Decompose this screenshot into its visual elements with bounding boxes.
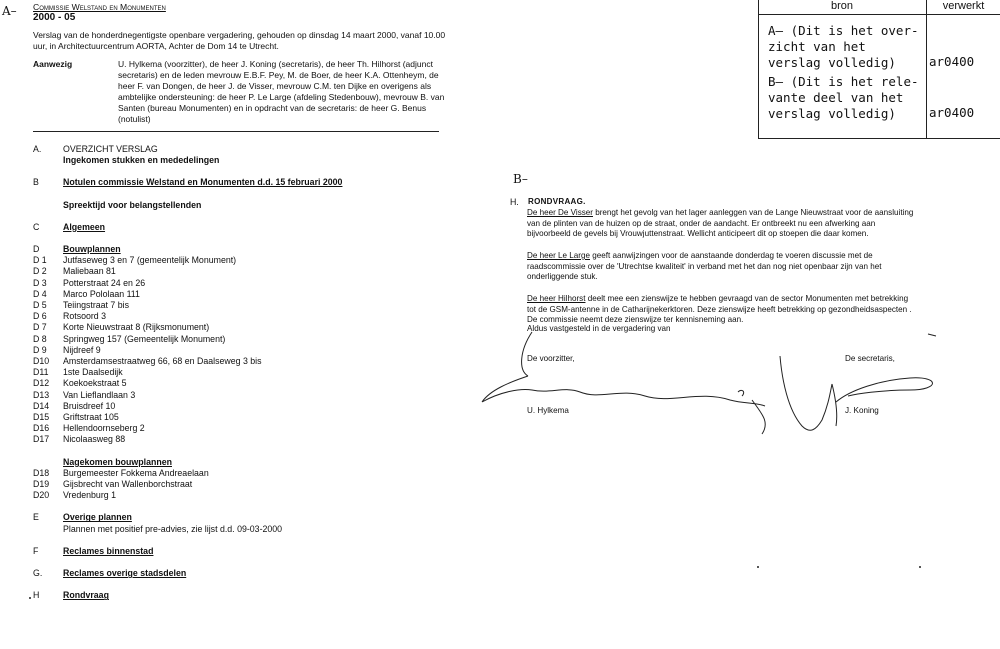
agenda-a-title: OVERZICHT VERSLAG [63,144,158,154]
rondvraag-label: H. [510,197,519,207]
bouwplan-item-address: Marco Pololaan 111 [63,288,140,299]
signatures [470,330,970,450]
bouwplan-item-address: Potterstraat 24 en 26 [63,277,146,288]
intro-text: Verslag van de honderdnegentigste openbare vergadering, gehouden op dinsdag 14 maart 2000, vanaf 10.00 uur, in Architectuurcentrum AORTA, Achter de Dom 14 te Utrecht. [33,30,446,51]
spacer [33,457,63,468]
nagekomen-title: Nagekomen bouwplannen [63,456,172,467]
section-b-marker: B– [513,172,528,186]
paragraph-text: brengt het gevolg van het lager aanleggen van de Lange Nieuwstraat voor de aansluiting van de plinten van de huizen op de straat, onder de aandacht. Er ontbreekt nu een afwerking aan bijvoorbeeld de gevels bij Vrouwjuttenstraat. Wellicht anticipeert dit op stoepen die daar komen. [527,208,914,239]
spacer [33,524,63,535]
bouwplan-item-address: Nijdreef 9 [63,344,101,355]
bouwplan-item-number: D 1 [33,255,47,266]
aanwezig-label: Aanwezig [33,59,73,69]
chair-name: U. Hylkema [527,406,569,415]
agenda-d [33,244,473,255]
agenda-g-title: Reclames overige stadsdelen [63,568,187,579]
bouwplan-item-number: D 6 [33,311,47,322]
secretary-signature [780,334,936,430]
table-border-mid [926,14,927,138]
bouwplan-item [33,367,473,378]
table-cell-b: B– (Dit is het rele- vante deel van het verslag volledig) [768,74,919,121]
table-border-bottom [758,138,1000,139]
bouwplan-item [33,334,473,345]
paragraph-de-visser [527,208,919,240]
agenda-e [33,512,473,523]
table-cell-a: A– (Dit is het over- zicht van het verslag volledig) [768,23,919,70]
agenda-d-title: Bouwplannen [63,244,121,255]
agenda-e-title: Overige plannen [63,512,132,523]
bouwplan-item [33,278,473,289]
agenda-b [33,177,473,188]
bouwplan-item-number: D 8 [33,333,47,344]
agenda-list [33,144,473,602]
committee-title: Commissie Welstand en Monumenten [33,2,166,12]
bouwplan-item-address: Jutfaseweg 3 en 7 (gemeentelijk Monument) [63,255,237,266]
bouwplan-item-address: Amsterdamsestraatweg 66, 68 en Daalseweg 3 bis [63,356,262,367]
aanwezig-text: U. Hylkema (voorzitter), de heer J. Koning (secretaris), de heer Th. Hilhorst (adjunct secretaris) en de leden mevrouw E.B.F. Pey, M. de Boer, de heer K.A. Ottenheym, de heer F. van Dongen, de heer J. de Visser, mevrouw C.M. ten Dijke en overigens als ambtelijke ondersteuning: de heer P. Le Large (afdeling Stedenbouw), mevrouw B. van Santen (bureau Monumenten) en in opdracht van de secretaris: de heer G. Benus (notulist) [118,59,445,124]
table-header-verwerkt: verwerkt [927,0,1000,15]
bouwplan-item-number: D10 [33,356,50,367]
closing-statement: Aldus vastgesteld in de vergadering van [527,324,671,333]
bouwplan-item-address: 1ste Daalsedijk [63,367,123,378]
bouwplan-item [33,412,473,423]
secretary-name: J. Koning [845,406,879,415]
bouwplan-item [33,289,473,300]
bouwplan-item [33,378,473,389]
bouwplan-item-address: Hellendoornseberg 2 [63,423,145,434]
bouwplan-item [33,390,473,401]
bouwplan-item-address: Koekoekstraat 5 [63,378,127,389]
paragraph-text: geeft aanwijzingen voor de aanstaande donderdag te voeren discussie met de raadscommissie over de 'Utrechtse kwaliteit' in verband met het dan nog niet openbaar zijn van het onderliggende stuk. [527,251,882,282]
bouwplan-item-number: D 4 [33,288,47,299]
agenda-g [33,568,473,579]
table-header-bron: bron [758,0,927,15]
nagekomen-item-address: Burgemeester Fokkema Andreaelaan [63,467,209,478]
report-number: 2000 - 05 [33,12,76,23]
bouwplan-item [33,311,473,322]
agenda-b-label: B [33,177,39,188]
agenda-c-label: C [33,221,40,232]
agenda-e-sub-row [33,524,473,535]
bouwplan-item-address: Teiingstraat 7 bis [63,300,130,311]
agenda-h-label: H [33,590,40,601]
bouwplan-item-number: D12 [33,378,50,389]
divider [33,131,439,132]
agenda-b-title: Notulen commissie Welstand en Monumenten d.d. 15 februari 2000 [63,177,343,188]
speaker-name: De heer Hilhorst [527,294,586,303]
nagekomen-item-number: D20 [33,490,50,501]
table-cell-a-value: ar0400 [929,54,975,69]
bouwplan-item [33,266,473,277]
bouwplan-item-address: Bruisdreef 10 [63,400,116,411]
agenda-f-title: Reclames binnenstad [63,545,154,556]
agenda-a-label: A. [33,144,42,154]
agenda-h [33,590,473,601]
bouwplan-item-number: D 5 [33,300,47,311]
bouwplan-item-number: D 2 [33,266,47,277]
agenda-d-label: D [33,244,40,255]
nagekomen-item-number: D19 [33,479,50,490]
agenda-e-label: E [33,512,39,523]
section-a-marker: A– [2,4,17,18]
bouwplan-item-number: D17 [33,434,50,445]
bouwplan-item-address: Korte Nieuwstraat 8 (Rijksmonument) [63,322,210,333]
bouwplan-item-address: Rotsoord 3 [63,311,107,322]
nagekomen-item [33,479,473,490]
bouwplan-item [33,322,473,333]
bouwplan-item-number: D11 [33,367,49,378]
agenda-f [33,546,473,557]
paragraph-le-large [527,251,919,283]
nagekomen-item-number: D18 [33,467,50,478]
agenda-b-sub: Spreektijd voor belangstellenden [63,199,202,210]
speaker-name: De heer Le Large [527,251,590,260]
bouwplan-item [33,345,473,356]
agenda-f-label: F [33,545,39,556]
bouwplan-item [33,401,473,412]
bouwplan-item [33,423,473,434]
nagekomen-list [33,468,473,502]
paragraph-hilhorst [527,294,919,326]
bouwplan-item-address: Nicolaasweg 88 [63,434,126,445]
bouwplan-item [33,434,473,445]
speaker-name: De heer De Visser [527,208,593,217]
bouwplan-item-number: D 9 [33,344,47,355]
speck [919,566,921,568]
table-cell-b-value: ar0400 [929,105,975,120]
agenda-c-title: Algemeen [63,221,106,232]
bouwplan-item [33,356,473,367]
chair-signature [482,332,765,434]
nagekomen-item-address: Vredenburg 1 [63,490,116,501]
spacer [33,200,63,211]
bouwplan-item-number: D 7 [33,322,47,333]
nagekomen-item [33,468,473,479]
table-border-left [758,0,759,138]
agenda-g-label: G. [33,568,43,579]
agenda-c [33,222,473,233]
speck [29,597,31,599]
bouwplan-item [33,255,473,266]
chair-label: De voorzitter, [527,354,575,363]
agenda-a-sub-row [33,155,473,166]
spacer [33,155,63,166]
agenda-h-title: Rondvraag [63,590,109,601]
nagekomen-item-address: Gijsbrecht van Wallenborchstraat [63,479,193,490]
bouwplan-item [33,300,473,311]
agenda-e-sub: Plannen met positief pre-advies, zie lijst d.d. 09-03-2000 [63,523,283,534]
paragraph-text: deelt mee een zienswijze te hebben gevraagd van de sector Monumenten met betrekking tot de GSM-antenne in de Catharijnekerktoren. Deze zienswijze heeft betrekking op gezondheidsaspecten . De commissie neemt deze zienswijze ter kennisneming aan. [527,294,912,325]
speck [757,566,759,568]
nagekomen-item [33,490,473,501]
rondvraag-title: RONDVRAAG. [528,197,586,206]
bouwplan-item-number: D14 [33,400,50,411]
bouwplan-item-address: Van Lieflandlaan 3 [63,389,136,400]
bouwplannen-list [33,255,473,445]
bouwplan-item-address: Maliebaan 81 [63,266,116,277]
bouwplan-item-address: Griftstraat 105 [63,412,119,423]
agenda-a-sub: Ingekomen stukken en mededelingen [63,155,220,166]
agenda-a [33,144,473,155]
bouwplan-item-number: D16 [33,423,50,434]
bouwplan-item-address: Springweg 157 (Gemeentelijk Monument) [63,333,226,344]
bouwplan-item-number: D13 [33,389,50,400]
secretary-label: De secretaris, [845,354,895,363]
agenda-b-sub-row [33,200,473,211]
bouwplan-item-number: D 3 [33,277,47,288]
nagekomen-row [33,457,473,468]
bouwplan-item-number: D15 [33,412,50,423]
